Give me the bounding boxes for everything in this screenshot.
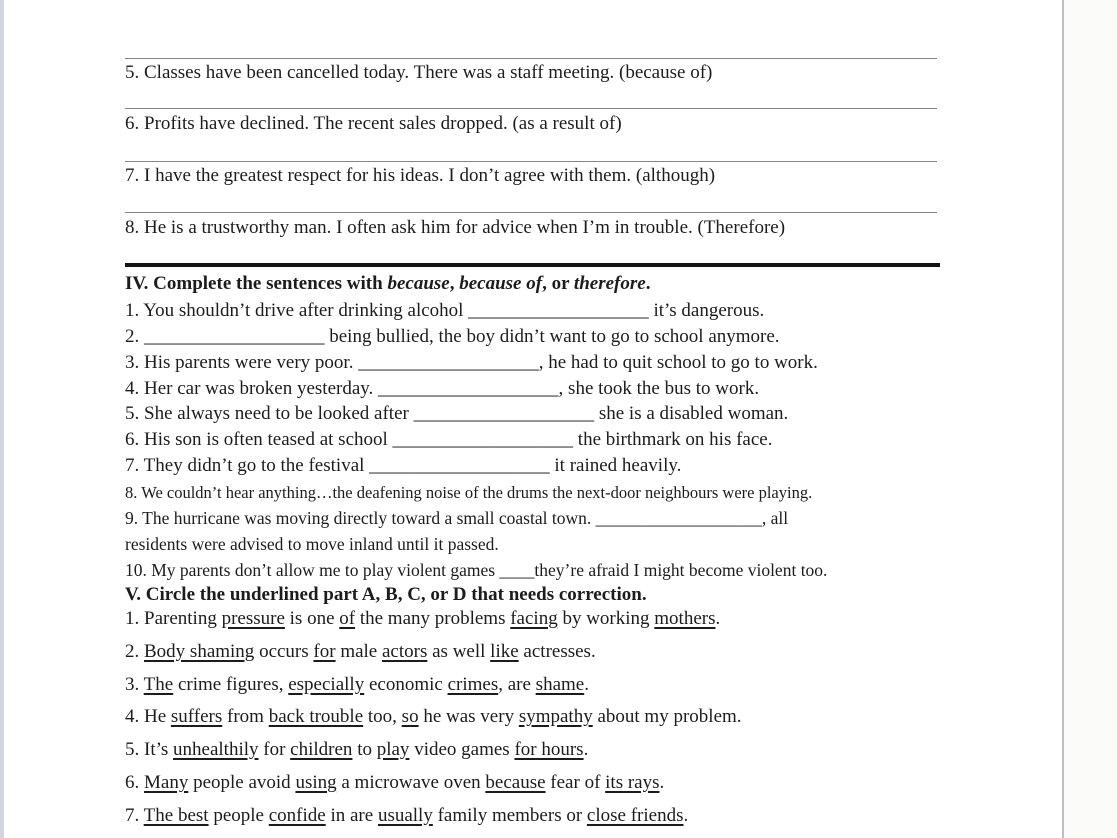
iv-item-10: 10. My parents don’t allow me to play violent games ____they’re afraid I might become violent too. [125,560,828,580]
iv-item-3: 3. His parents were very poor. ___________________, he had to quit school to go to work. [125,352,818,373]
text-segment: occurs [254,641,314,662]
text-segment: because of [459,273,543,294]
text-segment: is one [284,608,340,629]
answer-line [125,212,937,213]
underlined-word: The best [143,805,209,826]
text-segment: . [645,273,651,294]
text-segment: because [387,273,450,294]
iv-item-7: 7. They didn’t go to the festival ___________________ it rained heavily. [125,455,682,476]
v-item-6 [125,772,664,794]
text-segment: video games [409,739,515,760]
section-divider [125,263,940,267]
underlined-word: Body shaming [144,641,255,662]
underlined-word: actors [382,641,428,662]
underlined-word: pressure [221,608,285,629]
text-segment: 4. He [125,706,171,727]
page-left-shadow [0,0,4,838]
text-segment: . [683,805,689,826]
text-segment: he was very [418,706,519,727]
underlined-word: using [295,772,337,793]
text-segment: actresses. [518,641,596,662]
underlined-word: especially [288,674,365,695]
iv-item-2: 2. ___________________ being bullied, the boy didn’t want to go to school anymore. [125,326,780,347]
underlined-word: confide [268,805,326,826]
iv-item-1: 1. You shouldn’t drive after drinking alcohol ___________________ it’s dangerous. [125,300,765,321]
text-segment: 7. [125,805,144,826]
iv-item-9: 9. The hurricane was moving directly toward a small coastal town. ___________________, all [125,508,789,528]
text-segment: family members or [432,805,587,826]
text-segment: as well [427,641,491,662]
iv-item-8: 8. We couldn’t hear anything…the deafening noise of the drums the next-door neighbours were playing. [125,483,813,502]
text-segment: 5. It’s [125,739,174,760]
v-item-5 [125,739,588,761]
text-segment: 1. Parenting [125,608,222,629]
text-segment: IV. Complete the sentences with [125,273,388,294]
underlined-word: sympathy [518,706,593,727]
iv-item-9-continued: residents were advised to move inland until it passed. [125,534,499,554]
underlined-word: children [290,739,353,760]
text-segment: therefore [573,273,646,294]
iv-item-5: 5. She always need to be looked after ___________________ she is a disabled woman. [125,403,789,424]
text-segment: 2. [125,641,144,662]
text-segment: . [583,739,589,760]
answer-line [125,108,937,109]
text-segment: people [208,805,269,826]
iv-item-4: 4. Her car was broken yesterday. ___________________, she took the bus to work. [125,378,760,399]
text-segment: . [584,674,589,695]
answer-line [125,161,937,162]
text-segment: 3. [125,674,144,695]
rewrite-item-8: 8. He is a trustworthy man. I often ask him for advice when I’m in trouble. (Therefore) [125,217,786,238]
underlined-word: crimes [447,674,499,695]
underlined-word: for [313,641,336,662]
worksheet-content [125,0,950,838]
underlined-word: back trouble [268,706,364,727]
underlined-word: shame [535,674,585,695]
text-segment: a microwave oven [336,772,486,793]
text-segment: , are [498,674,536,695]
scan-margin-right [1064,0,1117,838]
rewrite-item-6: 6. Profits have declined. The recent sales dropped. (as a result of) [125,113,622,134]
text-segment: the many problems [355,608,511,629]
text-segment: too, [363,706,402,727]
v-item-2 [125,641,596,663]
underlined-word: The [143,674,174,695]
text-segment: about my problem. [592,706,742,727]
text-segment: for [258,739,291,760]
underlined-word: so [401,706,419,727]
text-segment: . [715,608,721,629]
rewrite-item-5: 5. Classes have been cancelled today. There was a staff meeting. (because of) [125,62,713,83]
text-segment: . [659,772,665,793]
underlined-word: suffers [170,706,223,727]
text-segment: , or [542,273,574,294]
text-segment: fear of [545,772,606,793]
section-iv-heading [125,273,650,295]
underlined-word: its rays [605,772,660,793]
underlined-word: because [485,772,546,793]
underlined-word: unhealthily [173,739,259,760]
v-item-4 [125,706,742,728]
text-segment: 6. [125,772,144,793]
text-segment: from [222,706,269,727]
underlined-word: usually [377,805,433,826]
v-item-1 [125,608,720,630]
iv-item-6: 6. His son is often teased at school ___________________ the birthmark on his face. [125,429,773,450]
underlined-word: close friends [586,805,684,826]
v-item-3 [125,674,589,696]
text-segment: economic [364,674,448,695]
underlined-word: of [339,608,356,629]
answer-line [125,58,937,59]
text-segment: male [335,641,382,662]
text-segment: in are [325,805,378,826]
underlined-word: Many [144,772,189,793]
underlined-word: facing [510,608,558,629]
text-segment: crime figures, [173,674,289,695]
text-segment: , [449,273,460,294]
rewrite-item-7: 7. I have the greatest respect for his ideas. I don’t agree with them. (although) [125,165,716,186]
underlined-word: like [490,641,519,662]
underlined-word: mothers [654,608,716,629]
text-segment: people avoid [188,772,296,793]
text-segment: by working [557,608,655,629]
underlined-word: play [376,739,410,760]
v-item-7 [125,805,688,827]
text-segment: to [352,739,377,760]
underlined-word: for hours [514,739,584,760]
section-v-heading: V. Circle the underlined part A, B, C, or D that needs correction. [125,584,647,605]
